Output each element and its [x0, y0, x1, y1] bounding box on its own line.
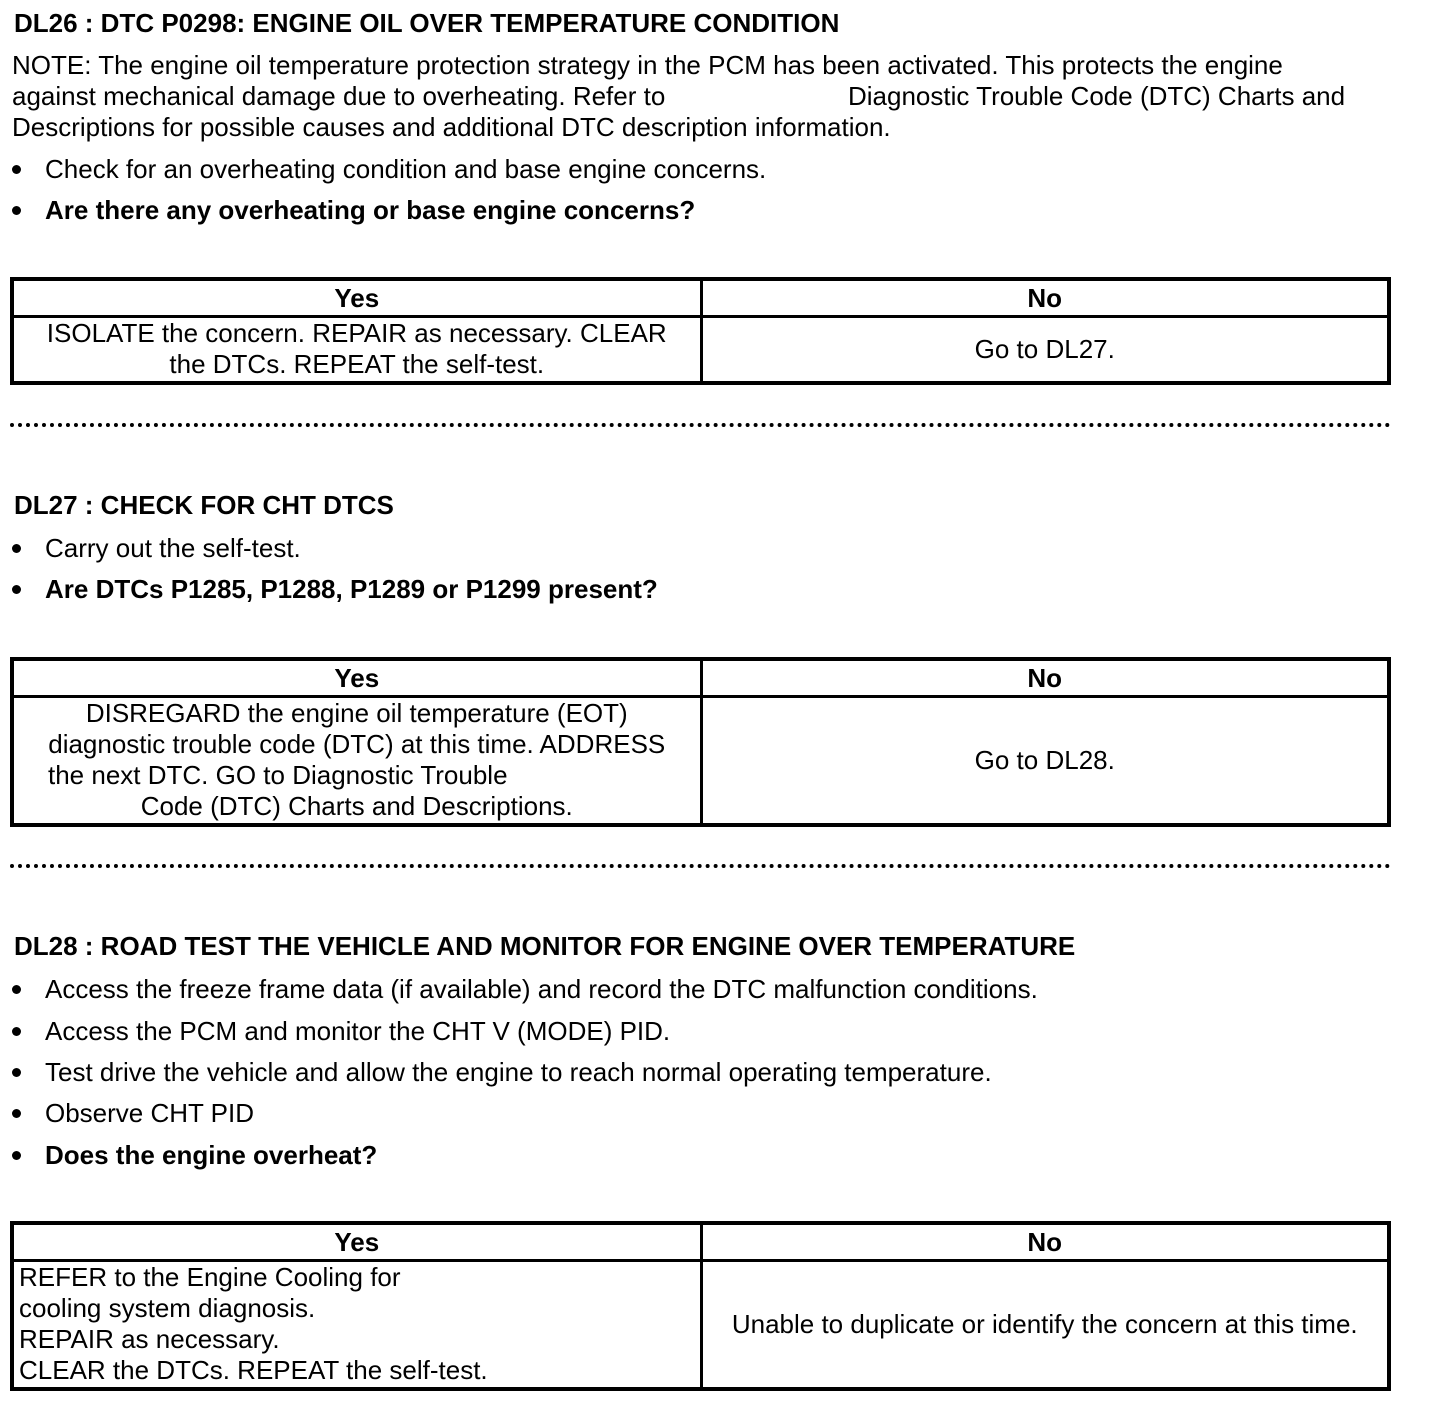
- dl26-bullet-1: [12, 153, 766, 185]
- dl26-yes-cell: [12, 317, 701, 383]
- dl28-bullet-5-text: Does the engine overheat?: [45, 1139, 378, 1170]
- dl26-no-cell: Go to DL27.: [701, 317, 1389, 383]
- dl26-note-line-3: Descriptions for possible causes and additional DTC description information.: [12, 112, 891, 142]
- dl28-decision-table: [10, 1221, 1391, 1391]
- dl26-yes-line-1: ISOLATE the concern. REPAIR as necessary. CLEAR: [46, 318, 667, 349]
- dl27-bullet-1-text: Carry out the self-test.: [45, 532, 301, 563]
- dl27-no-header: No: [701, 659, 1389, 697]
- dl28-yes-header: Yes: [12, 1223, 701, 1261]
- dl28-yes-line-2: cooling system diagnosis.: [19, 1293, 316, 1324]
- bullet-icon: [12, 206, 21, 215]
- bullet-icon: [12, 544, 21, 553]
- dl27-yes-line-3: the next DTC. GO to Diagnostic Trouble: [48, 760, 508, 791]
- dl28-title: DL28 : ROAD TEST THE VEHICLE AND MONITOR FOR ENGINE OVER TEMPERATURE: [14, 931, 1076, 961]
- dl27-decision-table: [10, 657, 1391, 827]
- dl28-bullet-3: [12, 1056, 992, 1088]
- bullet-icon: [12, 1109, 21, 1118]
- dl28-bullet-2: [12, 1015, 670, 1047]
- dl26-note-line-2b: Diagnostic Trouble Code (DTC) Charts and: [848, 81, 1346, 111]
- bullet-icon: [12, 585, 21, 594]
- dl28-bullet-1-text: Access the freeze frame data (if available) and record the DTC malfunction conditions.: [45, 973, 1038, 1004]
- dl28-yes-line-1: REFER to the Engine Cooling for: [19, 1262, 401, 1293]
- dl27-title: DL27 : CHECK FOR CHT DTCS: [14, 490, 394, 520]
- dl28-bullet-4: [12, 1097, 254, 1129]
- dl28-yes-cell: [12, 1261, 701, 1389]
- dl26-yes-header: Yes: [12, 279, 701, 317]
- dl27-bullet-2: [12, 573, 658, 605]
- dl28-bullet-4-text: Observe CHT PID: [45, 1097, 255, 1128]
- dl26-note-line-1: NOTE: The engine oil temperature protection strategy in the PCM has been activated. This protects the engine: [12, 50, 1283, 80]
- dl28-bullet-1: [12, 973, 1038, 1005]
- section-divider: [10, 864, 1391, 868]
- dl26-no-header: No: [701, 279, 1389, 317]
- bullet-icon: [12, 1027, 21, 1036]
- section-divider: [10, 423, 1391, 427]
- dl28-yes-line-3: REPAIR as necessary.: [19, 1324, 280, 1355]
- bullet-icon: [12, 1151, 21, 1160]
- dl28-bullet-5: [12, 1139, 377, 1171]
- dl26-title: DL26 : DTC P0298: ENGINE OIL OVER TEMPERATURE CONDITION: [14, 8, 840, 38]
- dl27-yes-line-1: DISREGARD the engine oil temperature (EOT): [85, 698, 628, 729]
- dl28-no-cell: Unable to duplicate or identify the concern at this time.: [701, 1261, 1389, 1389]
- dl26-bullet-2-text: Are there any overheating or base engine concerns?: [45, 194, 696, 225]
- dl26-bullet-2: [12, 194, 695, 226]
- dl27-bullet-2-text: Are DTCs P1285, P1288, P1289 or P1299 present?: [45, 573, 658, 604]
- dl28-no-header: No: [701, 1223, 1389, 1261]
- dl28-bullet-2-text: Access the PCM and monitor the CHT V (MODE) PID.: [45, 1015, 671, 1046]
- dl27-no-cell: Go to DL28.: [701, 697, 1389, 825]
- dl26-note-line-2a: against mechanical damage due to overheating. Refer to: [12, 81, 666, 111]
- bullet-icon: [12, 165, 21, 174]
- dl26-bullet-1-text: Check for an overheating condition and base engine concerns.: [45, 153, 767, 184]
- dl28-yes-line-4: CLEAR the DTCs. REPEAT the self-test.: [19, 1355, 488, 1386]
- dl26-decision-table: [10, 277, 1391, 385]
- dl28-bullet-3-text: Test drive the vehicle and allow the engine to reach normal operating temperature.: [45, 1056, 992, 1087]
- dl27-yes-cell: [12, 697, 701, 825]
- dl27-yes-header: Yes: [12, 659, 701, 697]
- bullet-icon: [12, 985, 21, 994]
- dl27-bullet-1: [12, 532, 301, 564]
- dl27-yes-line-2: diagnostic trouble code (DTC) at this time. ADDRESS: [48, 729, 666, 760]
- dl27-yes-line-4: Code (DTC) Charts and Descriptions.: [140, 791, 573, 822]
- bullet-icon: [12, 1068, 21, 1077]
- dl26-yes-line-2: the DTCs. REPEAT the self-test.: [169, 349, 545, 380]
